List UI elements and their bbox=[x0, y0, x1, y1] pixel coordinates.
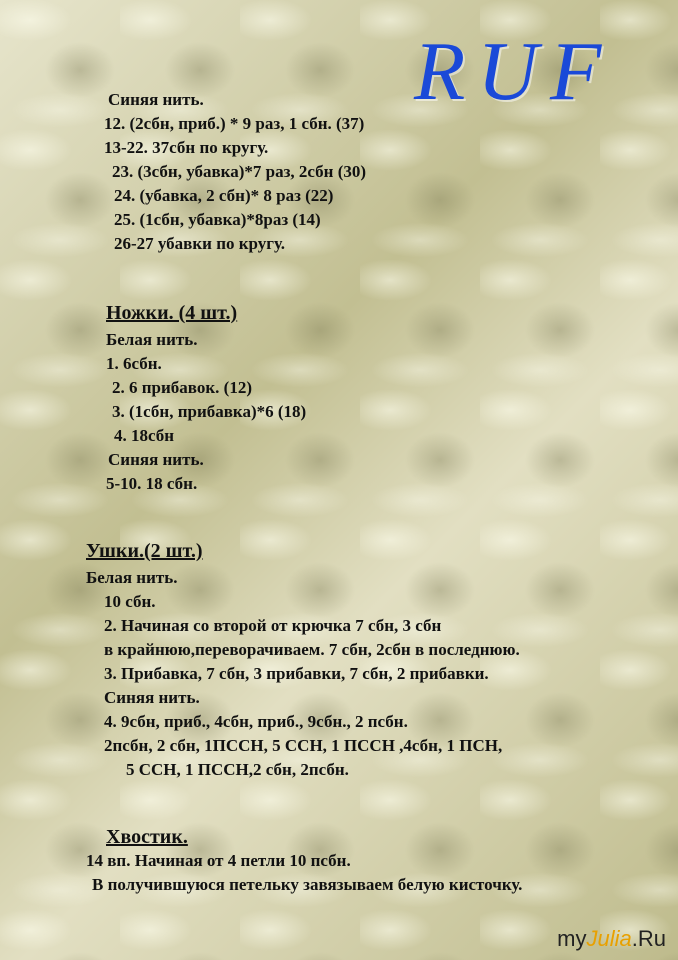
watermark-suffix: .Ru bbox=[631, 926, 666, 951]
watermark-highlight: Julia bbox=[586, 926, 632, 951]
tail-line: 14 вп. Начиная от 4 петли 10 псбн. bbox=[86, 851, 351, 870]
ears-line: Синяя нить. bbox=[104, 688, 200, 707]
legs-line: 4. 18сбн bbox=[114, 426, 175, 445]
tail-heading: Хвостик. bbox=[106, 826, 188, 848]
ears-line: 5 ССН, 1 ПССН,2 сбн, 2псбн. bbox=[126, 760, 349, 779]
legs-line: 1. 6сбн. bbox=[106, 354, 162, 373]
legs-heading: Ножки. (4 шт.) bbox=[106, 302, 238, 324]
legs-line: Синяя нить. bbox=[108, 450, 204, 469]
ears-line: 2. Начиная со второй от крючка 7 сбн, 3 сбн bbox=[104, 616, 442, 635]
legs-line: 2. 6 прибавок. (12) bbox=[112, 378, 252, 397]
section1-line: 26-27 убавки по кругу. bbox=[114, 234, 286, 253]
section1-line: 24. (убавка, 2 сбн)* 8 раз (22) bbox=[114, 186, 334, 205]
ears-line: 3. Прибавка, 7 сбн, 3 прибавки, 7 сбн, 2 прибавки. bbox=[104, 664, 489, 683]
ruf-logo: RUF bbox=[414, 25, 614, 118]
ears-line: в крайнюю,переворачиваем. 7 сбн, 2сбн в последнюю. bbox=[104, 640, 520, 659]
section1-line: 12. (2сбн, приб.) * 9 раз, 1 сбн. (37) bbox=[104, 114, 365, 133]
ears-line: 4. 9сбн, приб., 4сбн, приб., 9сбн., 2 псбн. bbox=[104, 712, 408, 731]
legs-line: 5-10. 18 сбн. bbox=[106, 474, 198, 493]
tail-line: В получившуюся петельку завязываем белую кисточку. bbox=[92, 875, 523, 894]
section1-line: 23. (3сбн, убавка)*7 раз, 2сбн (30) bbox=[112, 162, 367, 181]
section1-line: 13-22. 37сбн по кругу. bbox=[104, 138, 269, 157]
ears-line: 10 сбн. bbox=[104, 592, 156, 611]
ears-heading: Ушки.(2 шт.) bbox=[86, 540, 203, 562]
site-watermark bbox=[557, 926, 666, 952]
watermark-prefix: my bbox=[557, 926, 587, 951]
legs-line: 3. (1сбн, прибавка)*6 (18) bbox=[112, 402, 307, 421]
legs-line: Белая нить. bbox=[106, 330, 198, 349]
section1-line: Синяя нить. bbox=[108, 90, 204, 109]
ears-line: 2псбн, 2 сбн, 1ПССН, 5 ССН, 1 ПССН ,4сбн, 1 ПСН, bbox=[104, 736, 503, 755]
section1-line: 25. (1сбн, убавка)*8раз (14) bbox=[114, 210, 321, 229]
ears-line: Белая нить. bbox=[86, 568, 178, 587]
